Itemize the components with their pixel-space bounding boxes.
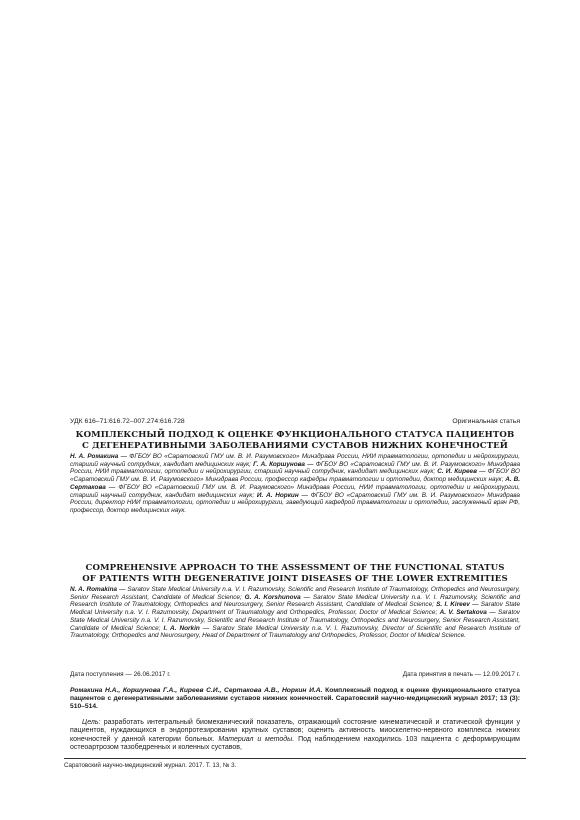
article-type: Оригинальная статья: [452, 418, 520, 425]
abstract-methods-label: Материал и методы.: [218, 735, 295, 743]
en-author-name: N. A. Romakina: [70, 586, 118, 593]
ru-author-affiliation: — ФГБОУ ВО «Саратовский ГМУ им. В. И. Разумовского» Минздрава России, директор НИИ травматологии, ортопедии и нейрохирургии, заведующий кафедрой травматологии и ортопедии, заслуженный врач РФ, профессор, доктор медицинских наук.: [70, 491, 520, 514]
ru-title-line-2: С ДЕГЕНЕРАТИВНЫМИ ЗАБОЛЕВАНИЯМИ СУСТАВОВ НИЖНИХ КОНЕЧНОСТЕЙ: [81, 440, 509, 451]
en-author-name: A. V. Sertakova: [439, 609, 487, 617]
en-title-line-1: COMPREHENSIVE APPROACH TO THE ASSESSMENT OF THE FUNCTIONAL STATUS: [85, 563, 505, 573]
udk-code: УДК 616–71:616.72–007.274:616.728: [70, 418, 185, 425]
en-author-affiliation: — Saratov State Medical University n.a. V. I. Razumovsky, Scientific and Research Institute of Traumatology, Orthopedics and Neurosurgery, Senior Research Assistant, Candidate of Medical Science;: [70, 593, 521, 609]
footer-rule: [64, 758, 526, 759]
ru-author-name: Н. А. Ромакина: [70, 453, 119, 460]
en-author-affiliation: — Saratov State Medical University n.a. V. I. Razumovsky, Scientific and Research Institute of Traumatology, Orthopedics and Neurosurgery, Senior Research Assistant, Candidate of Medical Science;: [70, 609, 521, 632]
ru-title-line-1: КОМПЛЕКСНЫЙ ПОДХОД К ОЦЕНКЕ ФУНКЦИОНАЛЬНОГО СТАТУСА ПАЦИЕНТОВ: [75, 430, 515, 440]
citation-authors: Ромакина Н.А., Коршунова Г.А., Киреев С.И., Сертакова А.В., Норкин И.А.: [70, 687, 323, 694]
ru-author-affiliation: — ФГБОУ ВО «Саратовский ГМУ им. В. И. Разумовского» Минздрава России, НИИ травматологии, ортопедии и нейрохирургии, старший научный сотрудник, кандидат медицинских наук;: [70, 460, 521, 476]
accepted-date: Дата принятия в печать — 12.09.2017 г.: [402, 671, 520, 678]
abstract-aim-text: разработать интегральный биомеханический показатель, отражающий состояние кинематической и статической функции у пациентов, нуждающихся в эндопротезировании крупных суставов; оценить активность миоcкелетно-нервного комплекса нижних конечностей у данной категории больных.: [70, 719, 520, 743]
citation-text: Комплексный подход к оценке функционального статуса пациентов с дегенеративными заболеваниями суставов нижних конечностей. Саратовский научно-медицинский журнал 2017; 13 (3): 510–514.: [70, 687, 520, 710]
header-row: [70, 418, 520, 428]
ru-author-affiliation: — ФГБОУ ВО «Саратовский ГМУ им. В. И. Разумовского» Минздрава России, профессор кафедры травматологии и ортопедии, доктор медицинских наук;: [70, 468, 520, 484]
en-author-name: I. A. Norkin: [163, 624, 200, 632]
ru-author-name: А. В. Сертакова: [70, 476, 520, 491]
received-date: Дата поступления — 26.06.2017 г.: [70, 671, 171, 678]
en-title: [70, 563, 520, 584]
abstract-aim-label: Цель:: [82, 719, 101, 726]
en-title-line-2: OF PATIENTS WITH DEGENERATIVE JOINT DISEASES OF THE LOWER EXTREMITIES: [82, 573, 508, 584]
abstract-methods-text: Под наблюдением находились 103 пациента с деформирующим остеоартрозом тазобедренных и коленных суставов,: [70, 735, 520, 752]
ru-authors: [70, 453, 520, 515]
en-author-name: G. A. Korshunova: [244, 593, 301, 601]
en-author-affiliation: — Saratov State Medical University n.a. V. I. Razumovsky, Department of Traumatology and Orthopedics, Professor, Doctor of Medical Science;: [70, 601, 520, 617]
abstract: [70, 719, 520, 753]
dates-row: [70, 671, 520, 678]
ru-author-affiliation: — ФГБОУ ВО «Саратовский ГМУ им. В. И. Разумовского» Минздрава России, НИИ травматологии, ортопедии и нейрохирургии, старший научный сотрудник, кандидат медицинских наук;: [70, 483, 520, 499]
journal-footer: Саратовский научно-медицинский журнал. 2017. Т. 13, № 3.: [64, 762, 237, 769]
citation: [70, 687, 520, 711]
en-author-name: S. I. Kireev: [436, 601, 470, 609]
en-authors: [70, 586, 520, 640]
ru-title: [70, 430, 520, 451]
en-author-affiliation: — Saratov State Medical University n.a. V. I. Razumovsky, Director of Scientific and Research Institute of Traumatology, Orthopedics and Neurosurgery, Head of Department of Traumatology and Orthopedics, Professor, Doctor of Medical Science.: [70, 624, 520, 640]
en-author-affiliation: — Saratov State Medical University n.a. V. I. Razumovsky, Scientific and Research Institute of Traumatology, Orthopedics and Neurosurgery, Senior Research Assistant, Candidate of Medical Science;: [70, 586, 520, 601]
ru-author-name: И. А. Норкин: [256, 491, 299, 499]
ru-author-name: Г. А. Коршунова: [253, 460, 305, 468]
ru-author-affiliation: — ФГБОУ ВО «Саратовский ГМУ им. В. И. Разумовского» Минздрава России, НИИ травматологии, ортопедии и нейрохирургии, старший научный сотрудник, кандидат медицинских наук;: [70, 453, 520, 468]
ru-author-name: С. И. Киреев: [437, 468, 477, 476]
